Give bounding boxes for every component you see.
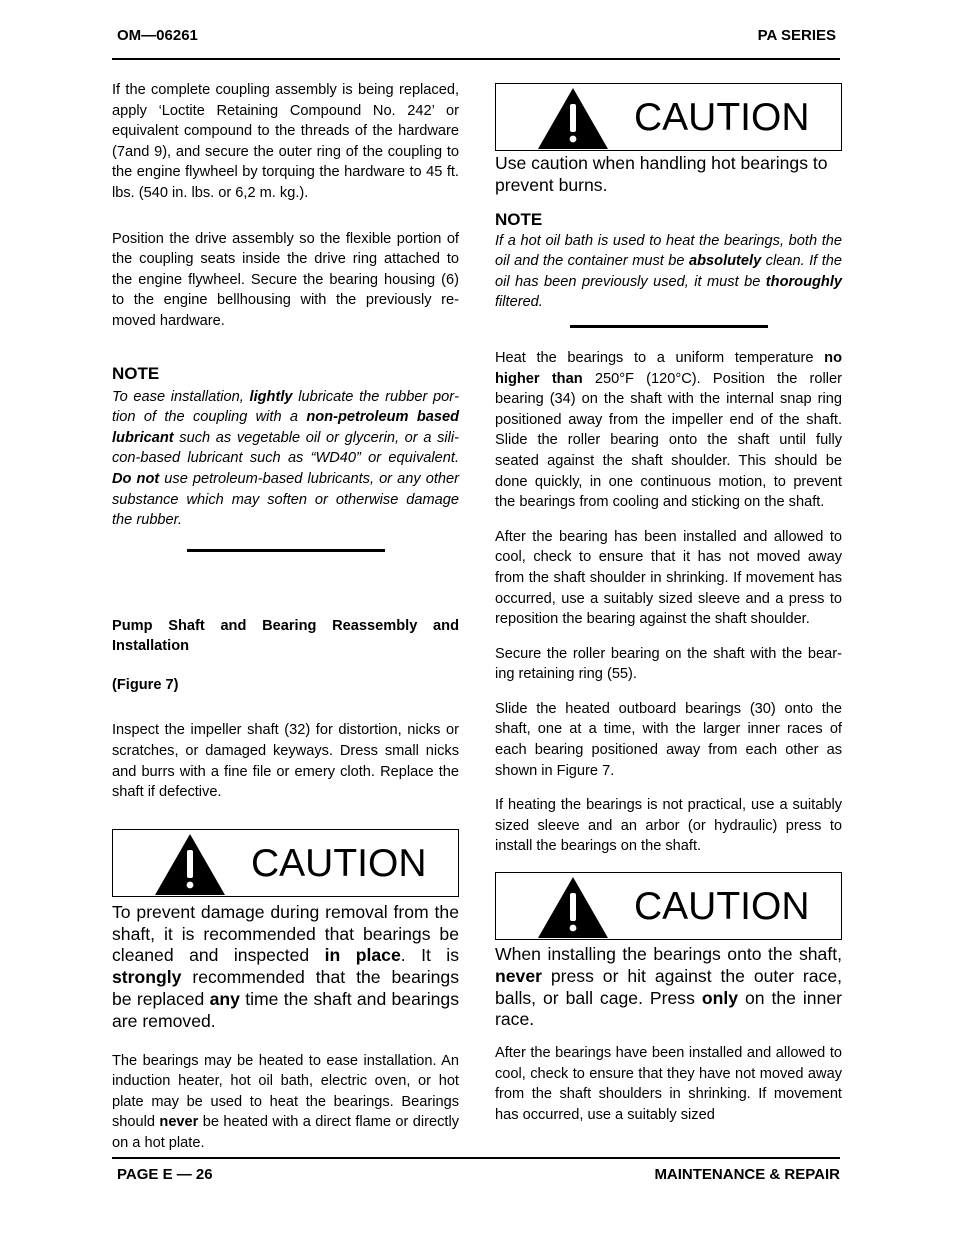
paragraph-bearing-cooled: After the bearing has been installed and allowed to cool, check to ensure that it has not moved away from the shaft shoulder in shrinking. If movement has occurred, use a suitably sized sleeve and a press to reposition the bearing against the shaft shoulder. bbox=[495, 528, 842, 628]
warning-triangle-icon bbox=[153, 832, 227, 896]
note-text: If a hot oil bath is used to heat the bearings, both the oil and the container must be bbox=[495, 232, 842, 270]
header-rule bbox=[112, 58, 840, 60]
caution-label: CAUTION bbox=[251, 841, 427, 885]
note-oil-bath bbox=[495, 231, 842, 313]
section-heading: Pump Shaft and Bearing Reassembly and Installation bbox=[112, 617, 459, 655]
document-code: OM—06261 bbox=[117, 27, 198, 44]
note-emphasis: lightly bbox=[249, 388, 293, 405]
warning-triangle-icon bbox=[536, 86, 610, 150]
right-column bbox=[495, 83, 842, 1126]
note-text: clean. If the oil has been previously used, it must be bbox=[495, 253, 842, 290]
note-separator bbox=[187, 549, 385, 552]
caution-text-part: time the shaft and bearings are removed. bbox=[112, 989, 459, 1031]
caution-label: CAUTION bbox=[634, 885, 810, 929]
caution-emphasis: never bbox=[495, 965, 542, 986]
footer-rule bbox=[112, 1157, 840, 1159]
note-text: To ease installation, bbox=[112, 388, 250, 405]
caution-emphasis: in place bbox=[324, 945, 401, 966]
caution-text-part: To prevent damage during removal from the shaft, it is recommended that bearings be cleaned and inspected bbox=[112, 901, 459, 966]
note-lubricant bbox=[112, 387, 459, 531]
page-number: PAGE E — 26 bbox=[117, 1166, 213, 1183]
note-text: lubricate the rubber portion of the coupling with a bbox=[112, 388, 459, 426]
caution-text bbox=[112, 902, 459, 1033]
caution-text bbox=[495, 944, 842, 1031]
caution-box bbox=[112, 829, 459, 897]
paragraph-heat-bearings bbox=[495, 348, 842, 513]
left-column bbox=[112, 80, 459, 1154]
caution-text-part: recommended that the bearings be replaced bbox=[112, 967, 459, 1010]
warning-triangle-icon bbox=[536, 875, 610, 939]
note-emphasis: absolutely bbox=[689, 253, 762, 270]
paragraph-coupling-replacement: If the complete coupling assembly is being replaced, apply ‘Loctite Retaining Compound No. 242’ or equivalent compound to the threads of the hardware (7and 9), and secure the outer ring of the coupling to the engine flywheel by torquing the hardware to 45 ft. lbs. (540 in. lbs. or 6,2 m. kg.). bbox=[112, 82, 459, 201]
caution-text: Use caution when handling hot bearings to prevent burns. bbox=[495, 153, 828, 195]
paragraph-text: 250°F (120°C). Position the roller bearing (34) on the shaft with the internal snap ring positioned away from the impeller end of the shaft. Slide the roller bearing onto the shaft until fully seated against the shaft shoulder. This should be done quickly, in one continuous motion, to prevent the bearings from cooling and sticking on the shaft. bbox=[495, 370, 842, 511]
note-text: filtered. bbox=[495, 294, 543, 311]
caution-box bbox=[495, 872, 842, 940]
paragraph-inspect-shaft: Inspect the impeller shaft (32) for distortion, nicks or scratches, or damaged keyways. Dress small nicks and burrs with a fine file or emery cloth. Replace the shaft if defective. bbox=[112, 722, 459, 801]
paragraph-outboard-bearings: Slide the heated outboard bearings (30) onto the shaft, one at a time, with the larger inner races of each bearing positioned away from each other as shown in Figure 7. bbox=[495, 700, 842, 779]
figure-reference: (Figure 7) bbox=[112, 676, 179, 693]
paragraph-drive-assembly: Position the drive assembly so the flexible portion of the coupling seats inside the drive ring attached to the engine flywheel. Secure the bearing housing (6) to the engine bellhousing with the previously removed hardware. bbox=[112, 230, 459, 329]
note-emphasis: Do not bbox=[112, 470, 160, 487]
paragraph-press-install: If heating the bearings is not practical, use a suitably sized sleeve and an arbor (or hydraulic) press to install the bearings on the shaft. bbox=[495, 797, 842, 855]
caution-text-part: press or hit against the outer race, balls, or ball cage. Press bbox=[495, 965, 842, 1008]
paragraph-retaining-ring: Secure the roller bearing on the shaft with the bearing retaining ring (55). bbox=[495, 645, 842, 683]
series-title: PA SERIES bbox=[757, 27, 836, 44]
caution-text-part: When installing the bearings onto the shaft, bbox=[495, 944, 842, 965]
paragraph-text: Heat the bearings to a uniform temperature bbox=[495, 349, 825, 366]
caution-label: CAUTION bbox=[634, 96, 810, 139]
paragraph-text: be heated with a direct flame or directly on a hot plate. bbox=[112, 1114, 460, 1151]
note-separator bbox=[570, 325, 768, 328]
paragraph-emphasis: never bbox=[159, 1114, 199, 1131]
paragraph-heating-methods bbox=[112, 1051, 459, 1154]
paragraph-bearings-cooled: After the bearings have been installed and allowed to cool, check to ensure that they have not moved away from the shaft shoulders in shrinking. If movement has occurred, use a suitably sized bbox=[495, 1045, 842, 1123]
note-emphasis: thoroughly bbox=[765, 273, 842, 290]
caution-emphasis: strongly bbox=[112, 967, 182, 988]
caution-text-part: on the inner race. bbox=[495, 987, 842, 1030]
paragraph-text: The bearings may be heated to ease installation. An induction heater, hot oil bath, electric oven, or hot plate may be used to heat the bearings. Bearings should bbox=[112, 1052, 459, 1131]
paragraph-emphasis: no higher than bbox=[495, 349, 842, 387]
note-title: NOTE bbox=[495, 209, 543, 229]
caution-emphasis: only bbox=[701, 987, 739, 1008]
caution-box bbox=[495, 83, 842, 151]
note-text: use petroleum-based lubricants, or any other substance which may soften or otherwise damage the rubber. bbox=[112, 470, 459, 529]
note-text: such as vegetable oil or glycerin, or a silicon-based lubricant such as “WD40” or equivalent. bbox=[112, 429, 459, 467]
note-title: NOTE bbox=[112, 363, 160, 383]
section-name: MAINTENANCE & REPAIR bbox=[654, 1166, 840, 1183]
caution-emphasis: any bbox=[209, 989, 240, 1010]
caution-text-part: . It is bbox=[400, 945, 460, 966]
note-emphasis: non-petroleum based lubricant bbox=[112, 409, 459, 446]
